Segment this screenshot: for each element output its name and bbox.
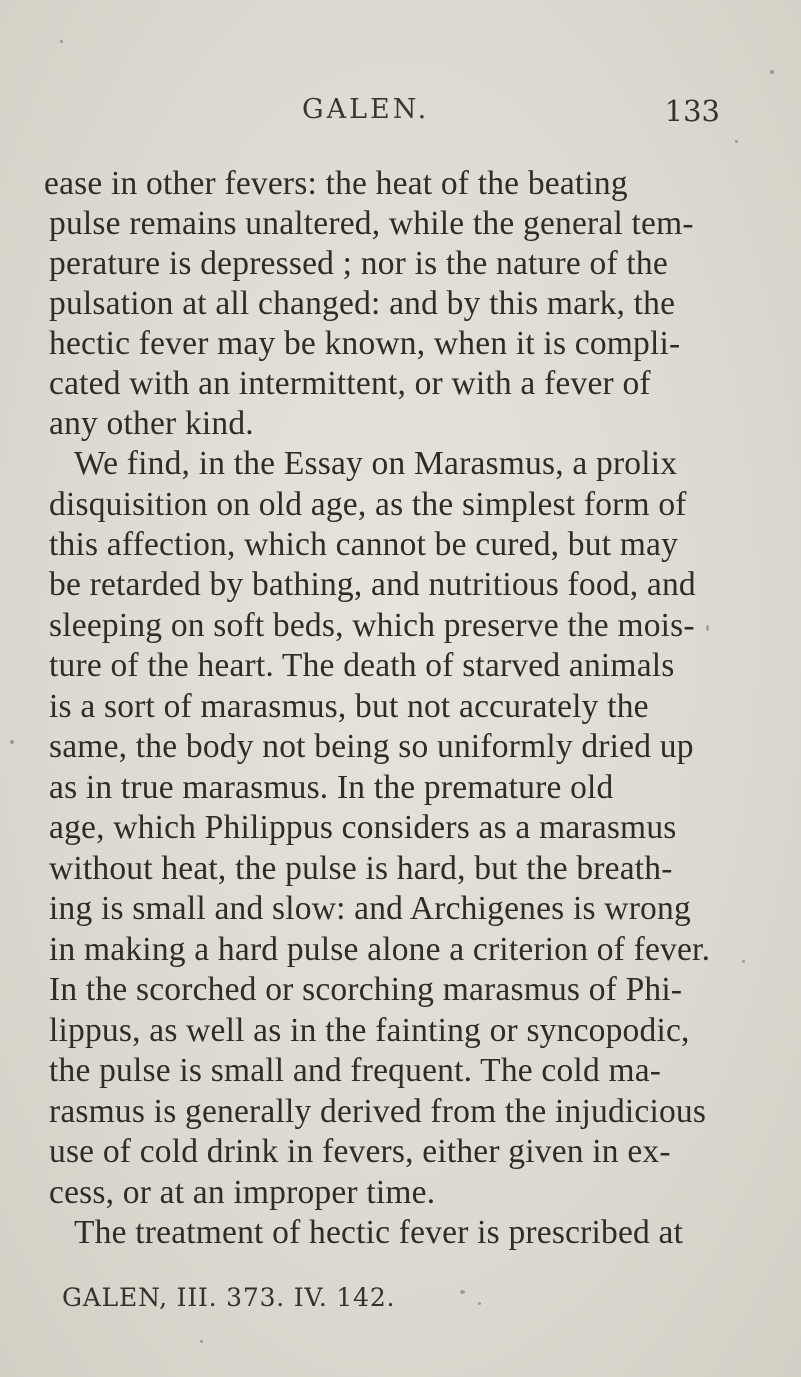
text-line-23: the pulse is small and frequent. The cold ma-: [49, 1052, 662, 1089]
text-line-25: use of cold drink in fevers, either given in ex-: [49, 1133, 671, 1170]
page-number: 133: [664, 94, 720, 128]
paper-speck: [735, 140, 738, 143]
text-line-10: this affection, which cannot be cured, but may: [49, 526, 679, 563]
text-line-7: any other kind.: [49, 405, 254, 442]
paper-speck: [770, 70, 774, 74]
text-line-22: lippus, as well as in the fainting or syncopodic,: [49, 1012, 690, 1049]
text-line-9: disquisition on old age, as the simplest form of: [49, 486, 687, 523]
text-line-19: ing is small and slow: and Archigenes is wrong: [49, 890, 691, 927]
text-line-17: age, which Philippus considers as a marasmus: [49, 809, 677, 846]
text-line-2: pulse remains unaltered, while the general tem-: [49, 205, 694, 242]
paper-speck: [200, 1340, 203, 1343]
text-line-16: as in true marasmus. In the premature old: [49, 769, 614, 806]
text-line-26: cess, or at an improper time.: [49, 1174, 436, 1211]
text-line-5: hectic fever may be known, when it is compli-: [49, 325, 681, 362]
text-line-12: sleeping on soft beds, which preserve the mois-: [49, 607, 695, 644]
paper-speck: [742, 960, 745, 963]
paper-speck: [478, 1302, 481, 1305]
text-line-14: is a sort of marasmus, but not accurately the: [49, 688, 649, 725]
paper-speck: [706, 625, 709, 631]
running-head-title: GALEN.: [302, 94, 430, 125]
footnote: GALEN, III. 373. IV. 142.: [62, 1283, 396, 1312]
text-line-8: We find, in the Essay on Marasmus, a prolix: [74, 445, 678, 482]
text-line-13: ture of the heart. The death of starved animals: [49, 647, 675, 684]
text-line-18: without heat, the pulse is hard, but the breath-: [49, 850, 673, 887]
text-line-24: rasmus is generally derived from the injudicious: [49, 1093, 707, 1130]
text-line-21: In the scorched or scorching marasmus of Phi-: [49, 971, 683, 1008]
text-line-20: in making a hard pulse alone a criterion of fever.: [49, 931, 711, 968]
paper-speck: [60, 40, 63, 43]
paper-speck: [10, 740, 14, 744]
text-line-11: be retarded by bathing, and nutritious food, and: [49, 566, 696, 603]
text-line-1: ease in other fevers: the heat of the beating: [44, 165, 628, 202]
text-line-15: same, the body not being so uniformly dried up: [49, 728, 694, 765]
text-line-27: The treatment of hectic fever is prescribed at: [74, 1214, 684, 1251]
text-line-6: cated with an intermittent, or with a fever of: [49, 365, 651, 402]
paper-speck: [460, 1290, 465, 1294]
text-line-3: perature is depressed ; nor is the nature of the: [49, 245, 668, 282]
text-line-4: pulsation at all changed: and by this mark, the: [49, 285, 676, 322]
